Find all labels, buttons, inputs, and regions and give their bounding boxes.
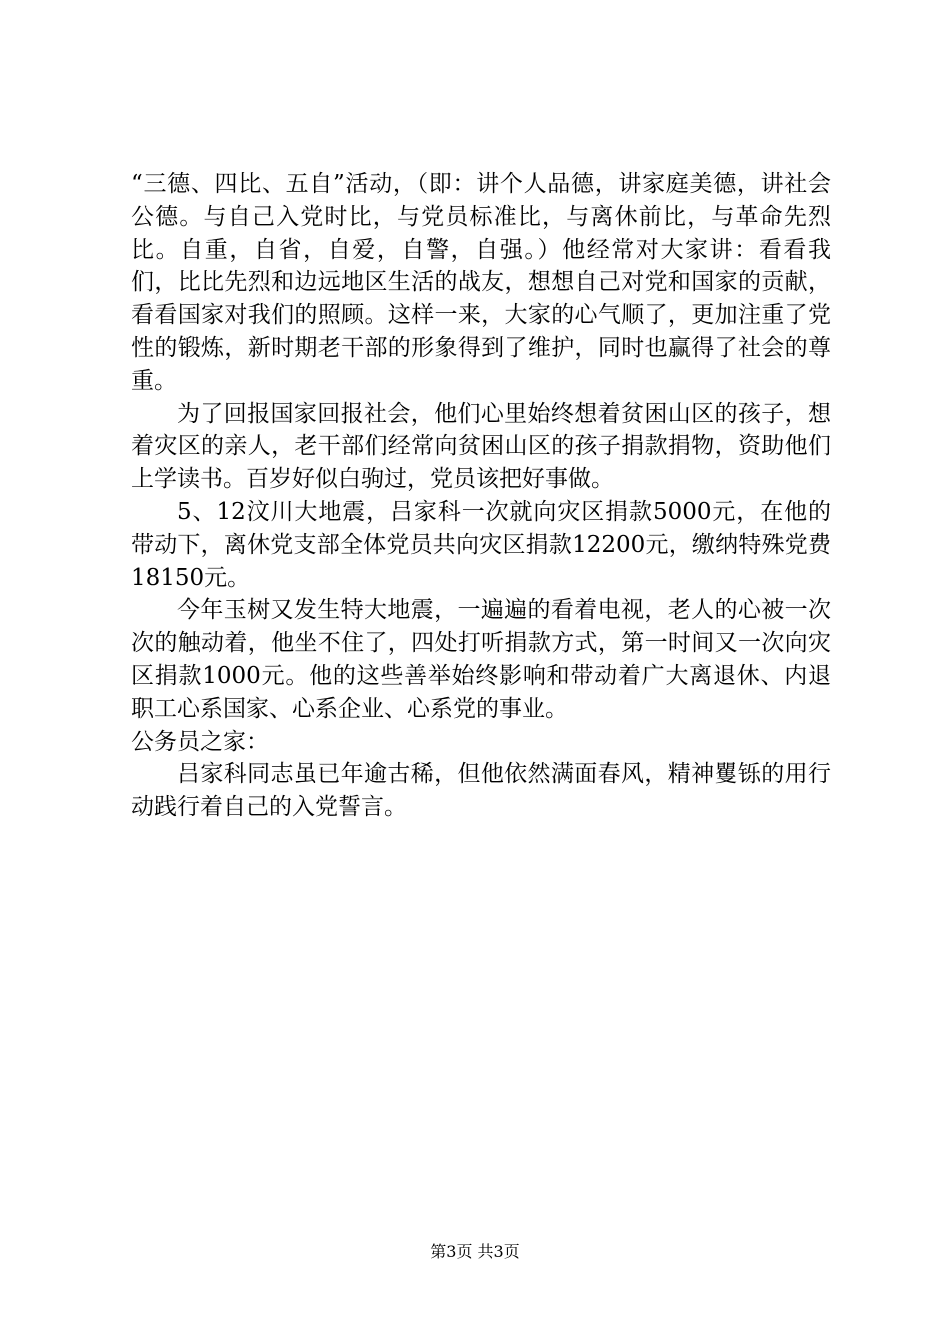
paragraph: 今年玉树又发生特大地震，一遍遍的看着电视，老人的心被一次次的触动着，他坐不住了，四处打听捐款方式，第一时间又一次向灾区捐款1000元。他的这些善举始终影响和带动着广大离退休、内退职工心系国家、心系企业、心系党的事业。 bbox=[131, 597, 831, 722]
page-number: 第3页 共3页 bbox=[430, 1242, 520, 1261]
document-body bbox=[131, 168, 831, 824]
paragraph: 公务员之家： bbox=[131, 728, 269, 755]
paragraph: “三德、四比、五自”活动，（即：讲个人品德，讲家庭美德，讲社会公德。与自己入党时比，与党员标准比，与离休前比，与革命先烈比。自重，自省，自爱，自警，自强。）他经常对大家讲：看看我们，比比先烈和边远地区生活的战友，想想自己对党和国家的贡献，看看国家对我们的照顾。这样一来，大家的心气顺了，更加注重了党性的锻炼，新时期老干部的形象得到了维护，同时也赢得了社会的尊重。 bbox=[131, 171, 831, 394]
paragraph: 吕家科同志虽已年逾古稀，但他依然满面春风，精神矍铄的用行动践行着自己的入党誓言。 bbox=[131, 761, 831, 821]
page-footer bbox=[0, 1242, 950, 1262]
paragraph: 5、12汶川大地震，吕家科一次就向灾区捐款5000元，在他的带动下，离休党支部全体党员共向灾区捐款12200元，缴纳特殊党费18150元。 bbox=[131, 498, 831, 591]
paragraph: 为了回报国家回报社会，他们心里始终想着贫困山区的孩子，想着灾区的亲人，老干部们经常向贫困山区的孩子捐款捐物，资助他们上学读书。百岁好似白驹过，党员该把好事做。 bbox=[131, 400, 831, 493]
